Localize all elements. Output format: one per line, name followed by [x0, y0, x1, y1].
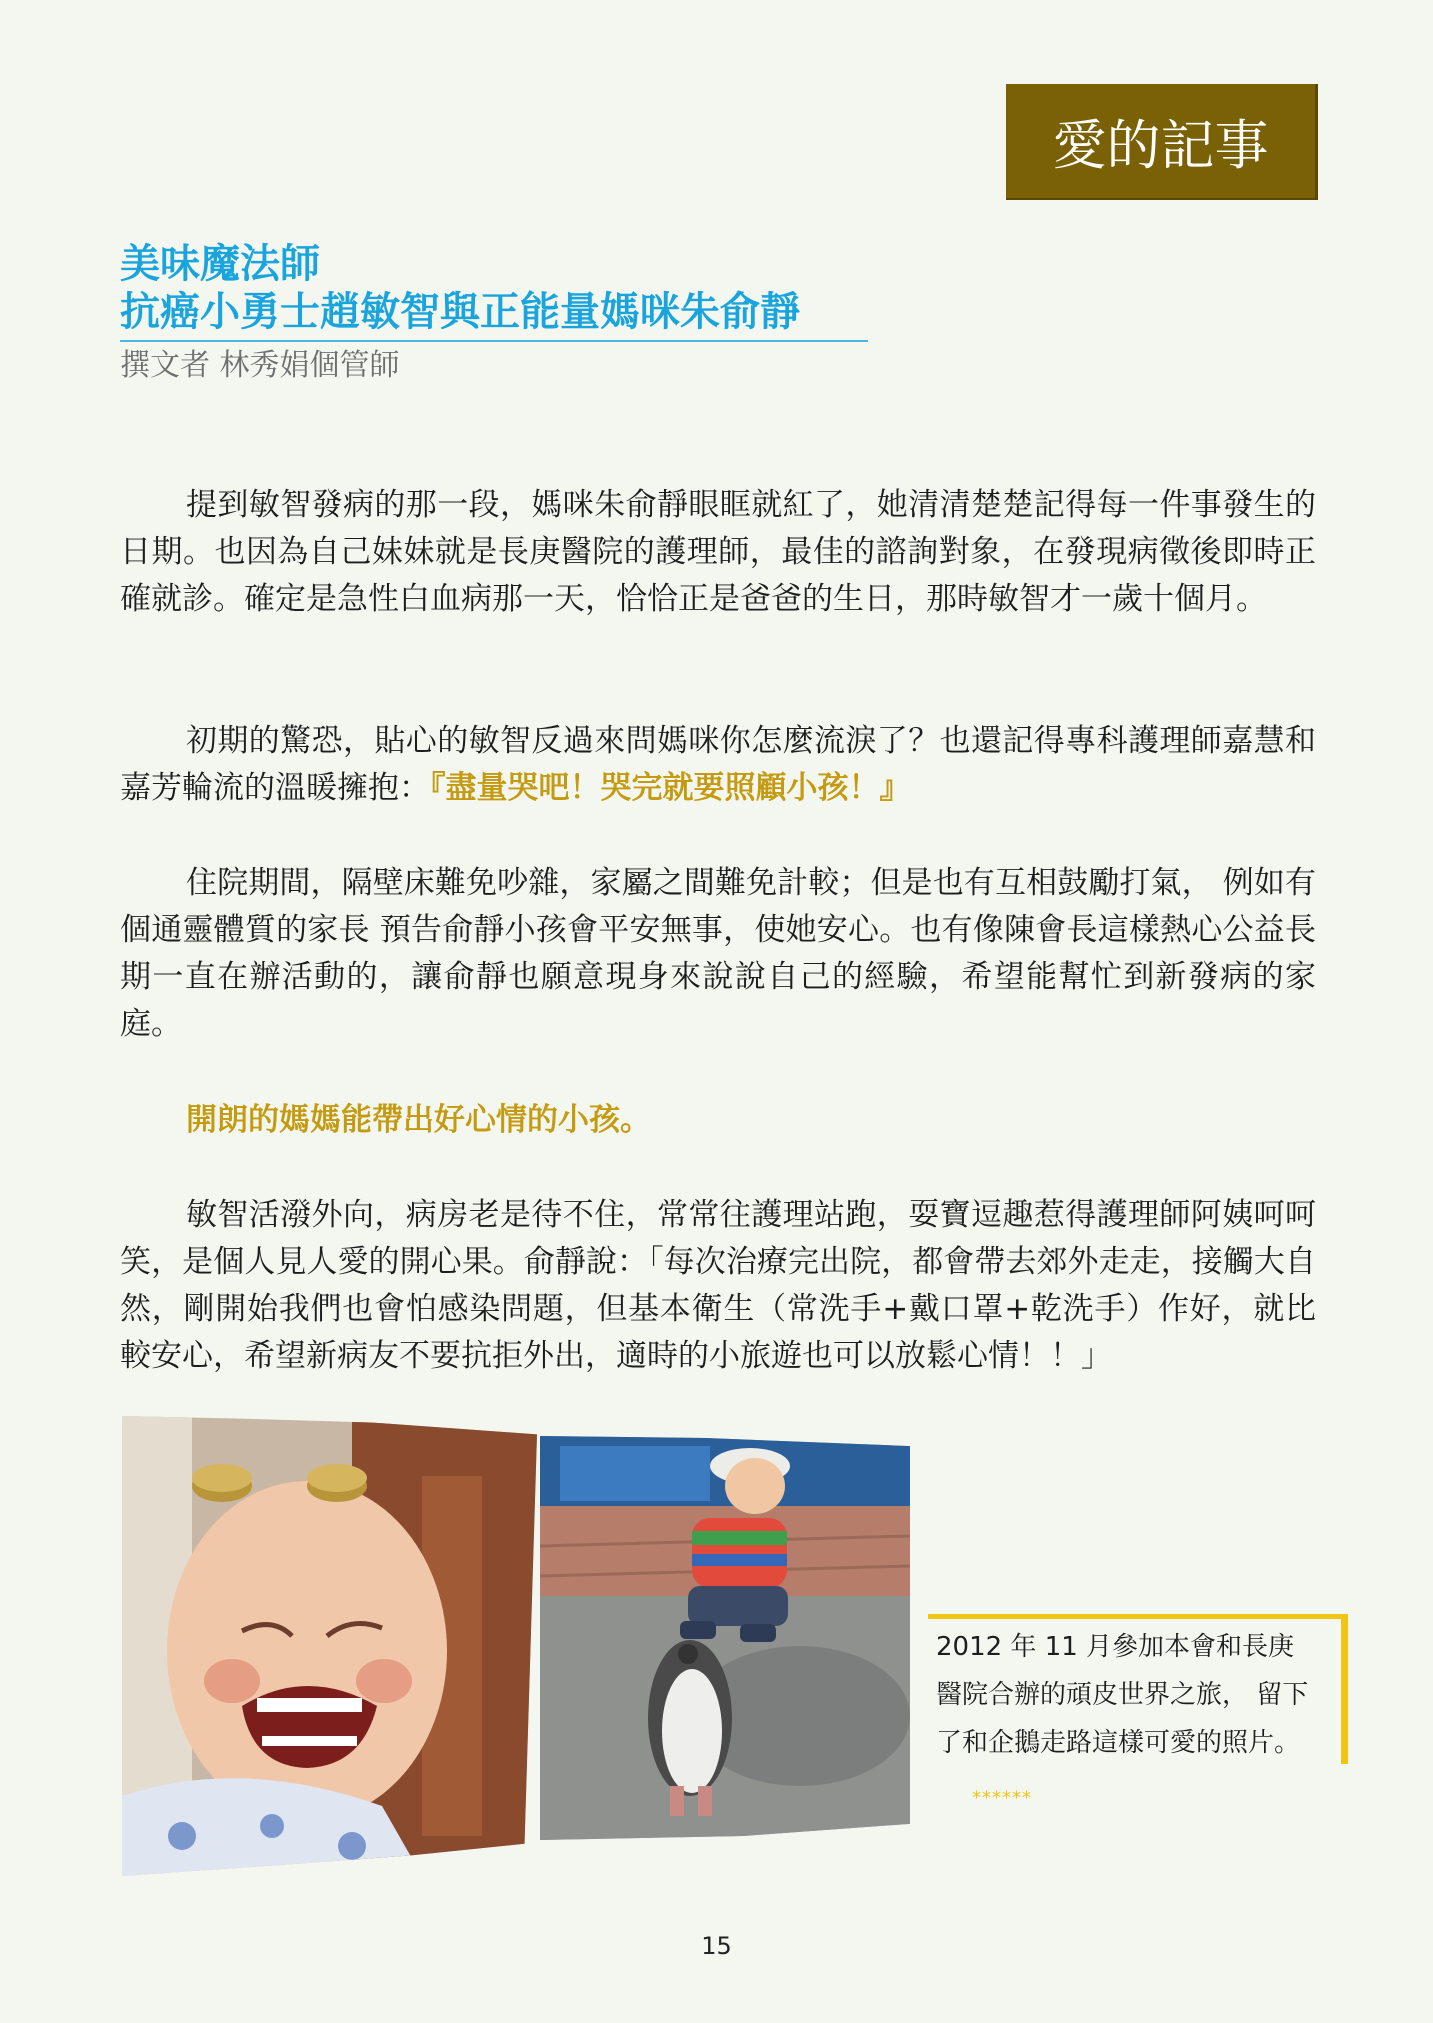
title-line-2: 抗癌小勇士趙敏智與正能量媽咪朱俞靜: [120, 289, 800, 335]
paragraph-3: 住院期間，隔壁床難免吵雜，家屬之間難免計較；但是也有互相鼓勵打氣， 例如有個通靈體質的家長 預告俞靜小孩會平安無事，使她安心。也有像陳會長這樣熱心公益長期一直在辦活動的，讓俞靜也願意現身來說說自己的經驗，希望能幫忙到新發病的家庭。: [120, 865, 1316, 1042]
paragraph-2-text: 初期的驚恐，貼心的敏智反過來問媽咪你怎麼流淚了？也還記得專科護理師嘉慧和嘉芳輪流的溫暖擁抱：: [120, 723, 1316, 806]
photo-boy-penguin: [540, 1436, 910, 1840]
photo-boy-penguin-image: [540, 1436, 910, 1840]
paragraph-4: 敏智活潑外向，病房老是待不住，常常往護理站跑，耍寶逗趣惹得護理師阿姨呵呵笑，是個人見人愛的開心果。俞靜說：「每次治療完出院，都會帶去郊外走走，接觸大自然，剛開始我們也會怕感染問題，但基本衛生（常洗手+戴口罩+乾洗手）作好，就比較安心，希望新病友不要抗拒外出，適時的小旅遊也可以放鬆心情！！」: [120, 1197, 1316, 1374]
section-tag: 愛的記事: [1006, 84, 1318, 200]
caption-decoration: ⁎⁎⁎⁎⁎⁎: [972, 1782, 1032, 1803]
paragraph-2-quote: 『盡量哭吧！哭完就要照顧小孩！』: [430, 770, 911, 806]
subheading: 開朗的媽媽能帶出好心情的小孩。: [186, 1102, 651, 1138]
article-title: [120, 240, 800, 336]
photo-child-bald-image: [122, 1416, 537, 1876]
author-byline: 撰文者 林秀娟個管師: [120, 348, 400, 383]
photo-child-bald: [122, 1416, 537, 1876]
title-underline: [120, 340, 868, 342]
paragraph-1: 提到敏智發病的那一段，媽咪朱俞靜眼眶就紅了，她清清楚楚記得每一件事發生的日期。也因為自己妹妹就是長庚醫院的護理師，最佳的諮詢對象，在發現病徵後即時正確就診。確定是急性白血病那一天，恰恰正是爸爸的生日，那時敏智才一歲十個月。: [120, 487, 1316, 617]
title-line-1: 美味魔法師: [120, 241, 320, 287]
paragraph-2: [120, 718, 1316, 812]
page-number: 15: [701, 1932, 732, 1960]
photo-caption: 2012 年 11 月參加本會和長庚醫院合辦的頑皮世界之旅， 留下了和企鵝走路這樣可愛的照片。: [936, 1632, 1309, 1758]
